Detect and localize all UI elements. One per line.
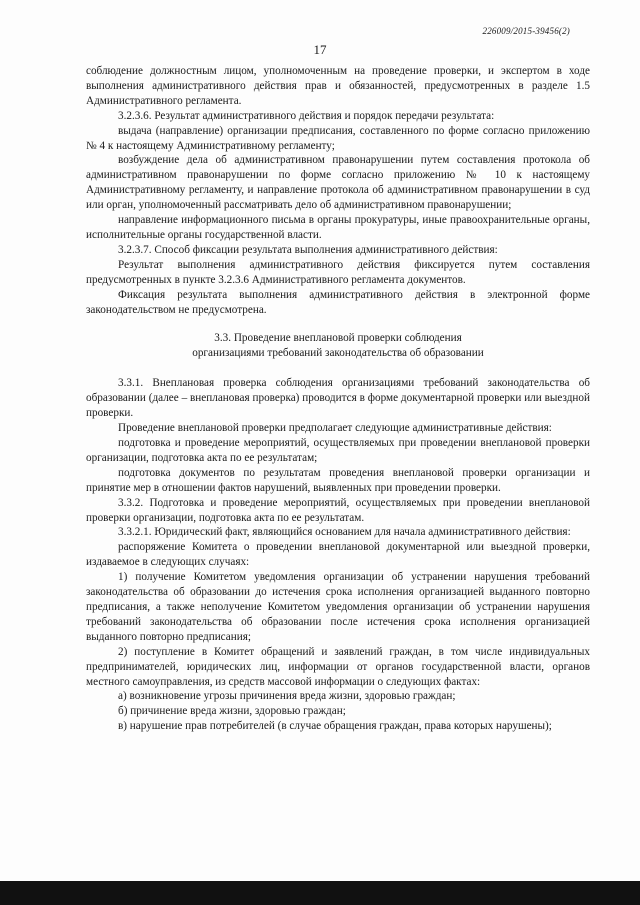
section-heading-line: 3.3. Проведение внеплановой проверки соблюдения bbox=[214, 332, 462, 345]
paragraph: распоряжение Комитета о проведении внеплановой документарной или выездной проверки, издаваемое в следующих случаях: bbox=[86, 541, 590, 569]
paragraph: подготовка и проведение мероприятий, осуществляемых при проведении внеплановой проверки организации, подготовка акта по ее результатам; bbox=[86, 437, 590, 464]
page-number: 17 bbox=[313, 42, 327, 57]
paragraph: 3.2.3.7. Способ фиксации результата выполнения административного действия: bbox=[118, 243, 498, 256]
paragraph: возбуждение дела об административном правонарушении путем составления протокола об административном правонарушении по форме согласно приложению № 10 к настоящему Административному регламенту, и направление протокола об административном правонарушении в суд или орган, уполномоченный рассматривать дело об административном правонарушении; bbox=[86, 154, 590, 212]
paragraph: б) причинение вреда жизни, здоровью граждан; bbox=[118, 705, 346, 718]
paragraph: в) нарушение прав потребителей (в случае обращения граждан, права которых нарушены); bbox=[118, 720, 552, 733]
paragraph: 3.3.2. Подготовка и проведение мероприятий, осуществляемых при проведении внеплановой проверки организации, подготовка акта по ее результатам. bbox=[86, 496, 590, 524]
paragraph: 3.3.1. Внеплановая проверка соблюдения организациями требований законодательства об образовании (далее – внеплановая проверка) проводится в форме документарной проверки или выездной проверки. bbox=[86, 377, 590, 420]
paragraph: 2) поступление в Комитет обращений и заявлений граждан, в том числе индивидуальных предпринимателей, юридических лиц, информации от органов государственной власти, органов местного самоуправления, из средств массовой информации о следующих фактах: bbox=[86, 645, 590, 688]
paragraph: подготовка документов по результатам проведения внеплановой проверки организации и принятие мер в отношении фактов нарушений, выявленных при проведении проверки. bbox=[86, 466, 590, 494]
paragraph: направление информационного письма в органы прокуратуры, иные правоохранительные органы, исполнительные органы государственной власти. bbox=[86, 214, 590, 241]
paragraph: Результат выполнения административного действия фиксируется путем составления предусмотренных в пункте 3.2.3.6 Административного регламента документов. bbox=[86, 258, 590, 286]
paragraph: 3.2.3.6. Результат административного действия и порядок передачи результата: bbox=[118, 109, 495, 122]
document-body bbox=[86, 64, 590, 734]
paragraph: а) возникновение угрозы причинения вреда жизни, здоровью граждан; bbox=[118, 690, 456, 703]
scan-bottom-border bbox=[0, 881, 640, 905]
section-heading bbox=[86, 331, 590, 361]
paragraph: Проведение внеплановой проверки предполагает следующие административные действия: bbox=[118, 422, 552, 435]
paragraph: Фиксация результата выполнения административного действия в электронной форме законодательством не предусмотрена. bbox=[86, 288, 590, 316]
paragraph: 3.3.2.1. Юридический факт, являющийся основанием для начала административного действия: bbox=[118, 526, 571, 539]
document-id: 226009/2015-39456(2) bbox=[482, 26, 570, 36]
section-heading-line: организациями требований законодательства об образовании bbox=[192, 347, 484, 360]
paragraph: соблюдение должностным лицом, уполномоченным на проведение проверки, и экспертом в ходе выполнения административного действия прав и обязанностей, предусмотренных в разделе 1.5 Административного регламента. bbox=[86, 65, 590, 107]
paragraph: 1) получение Комитетом уведомления организации об устранении нарушения требований законодательства об образовании до истечения срока исполнения организацией выданного повторно предписания, а также неполучение Комитетом уведомления организации об устранении нарушения требований законодательства об образовании после истечения срока исполнения организацией выданного повторно предписания; bbox=[86, 571, 590, 643]
paragraph: выдача (направление) организации предписания, составленного по форме согласно приложению № 4 к настоящему Административному регламенту; bbox=[86, 124, 590, 152]
